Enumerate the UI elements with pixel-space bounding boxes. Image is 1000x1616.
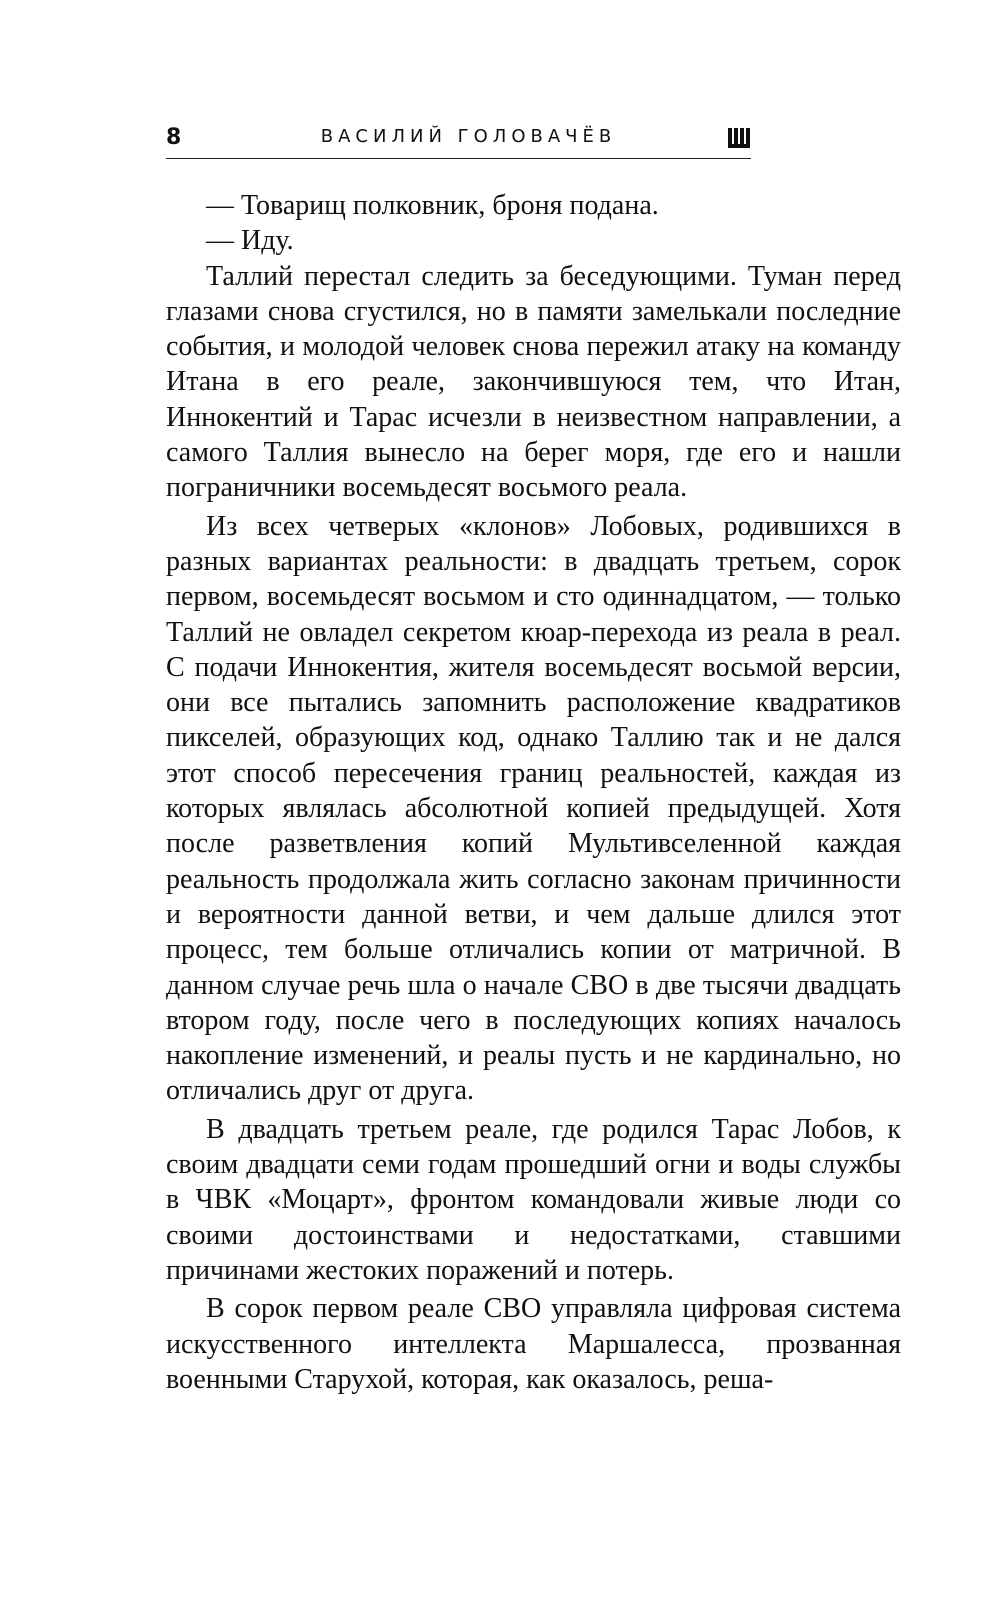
book-author: ВАСИЛИЙ ГОЛОВАЧЁВ bbox=[320, 126, 617, 147]
dialogue-line: — Иду. bbox=[206, 225, 294, 257]
paragraph: В двадцать третьем реале, где родился Тарас Лобов, к своим двадцати семи годам прошедший огни и воды службы в ЧВК «Моцарт», фронтом командовали живые люди со своими достоинствами и недостатками, ставшими причинами жестоких поражений и потерь. bbox=[166, 1113, 901, 1286]
body-text bbox=[166, 188, 901, 1397]
running-head bbox=[166, 118, 751, 159]
dialogue-line: — Товарищ полковник, броня подана. bbox=[206, 190, 659, 221]
publisher-logo-icon bbox=[727, 127, 751, 149]
paragraph: Из всех четверых «клонов» Лобовых, родившихся в разных вариантах реальности: в двадцать третьем, сорок первом, восемьдесят восьмом и сто одиннадцатом, — только Таллий не овладел секретом кюар-перехода из реала в реал. С подачи Иннокентия, жителя восемьдесят восьмой версии, они все пытались запомнить расположение квадратиков пикселей, образующих код, однако Таллию так и не дался этот способ пересечения границ реальностей, каждая из которых являлась абсолютной копией предыдущей. Хотя после разветвления копий Мультивселенной каждая реальность продолжала жить согласно законам причинности и вероятности данной ветви, и чем дальше длился этот процесс, тем больше отличались копии от матричной. В данном случае речь шла о начале СВО в две тысячи двадцать втором году, после чего в последующих копиях началось накопление изменений, и реалы пусть и не кардинально, но отличались друг от друга. bbox=[166, 510, 901, 1107]
paragraph: Таллий перестал следить за беседующими. Туман перед глазами снова сгустился, но в памяти замелькали последние события, и молодой человек снова пережил атаку на команду Итана в его реале, закончившуюся тем, что Итан, Иннокентий и Тарас исчезли в неизвестном направлении, а самого Таллия вынесло на берег моря, где его и нашли пограничники восемьдесят восьмого реала. bbox=[166, 260, 901, 504]
paragraph: В сорок первом реале СВО управляла цифровая система искусственного интеллекта Маршалесса, прозванная военными Старухой, которая, как оказалось, реша- bbox=[166, 1293, 901, 1395]
page-number: 8 bbox=[166, 125, 182, 150]
